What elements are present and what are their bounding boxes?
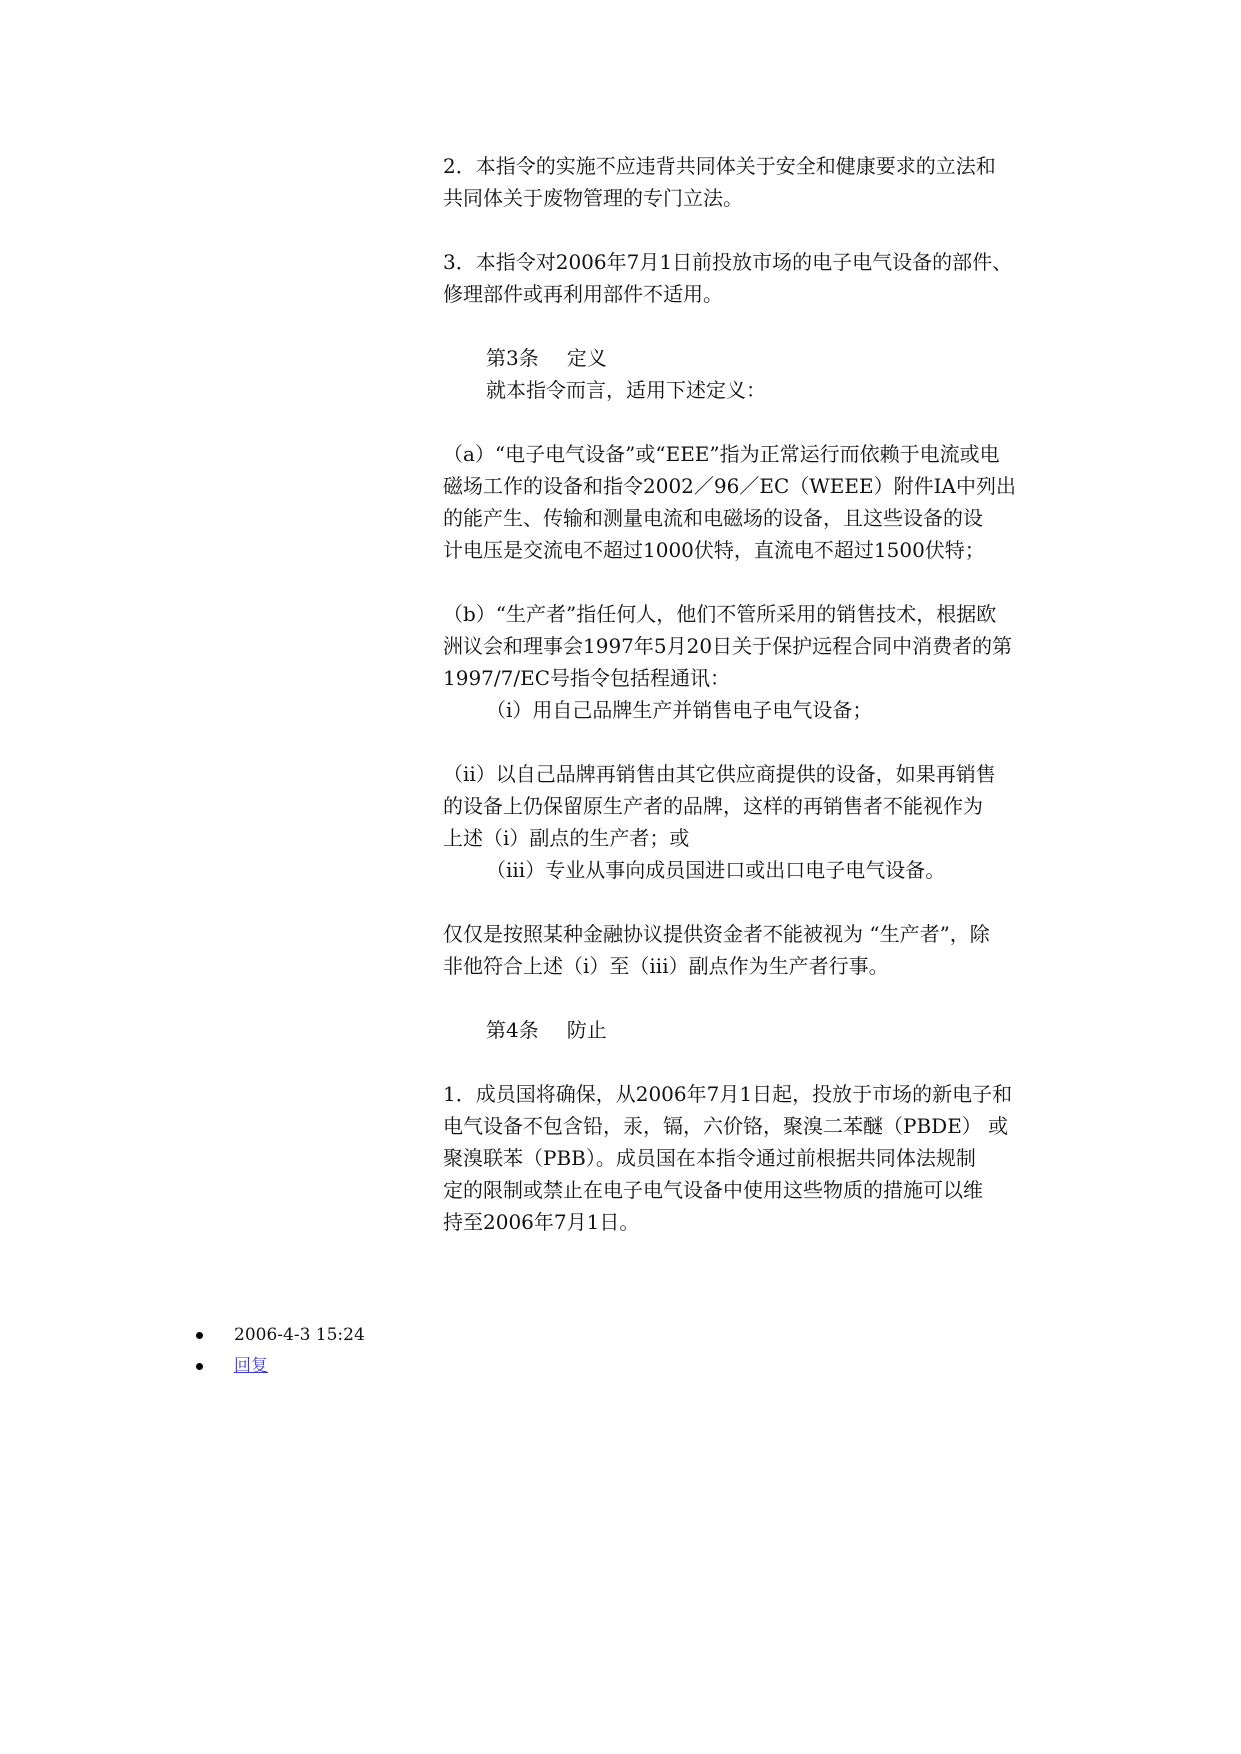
document-body [443,150,1053,1270]
paragraph-2 [443,150,1053,214]
definition-b-ii-iii [443,758,1053,886]
post-meta-list [194,1320,365,1382]
article-number: 第4条 [486,1018,539,1042]
text-line: 上述（i）副点的生产者；或 [443,826,690,850]
paragraph-3 [443,246,1053,310]
text-line: （a）“电子电气设备”或“EEE”指为正常运行而依赖于电流或电 [443,442,1000,466]
text-line: 洲议会和理事会1997年5月20日关于保护远程合同中消费者的第 [443,634,1013,658]
reply-link[interactable]: 回复 [234,1356,268,1376]
text-line: 持至2006年7月1日。 [443,1210,640,1234]
text-line: 修理部件或再利用部件不适用。 [443,282,723,306]
text-line: 1997/7/EC号指令包括程通讯： [443,666,731,690]
prevention-paragraph [443,1078,1053,1238]
text-line: 仅仅是按照某种金融协议提供资金者不能被视为 “生产者”，除 [443,922,990,946]
definition-a [443,438,1053,566]
text-line: 3．本指令对2006年7月1日前投放市场的电子电气设备的部件、 [443,250,1013,274]
timestamp-item [194,1320,365,1351]
text-line: 的设备上仍保留原生产者的品牌，这样的再销售者不能视作为 [443,794,983,818]
text-line: （b）“生产者”指任何人，他们不管所采用的销售技术，根据欧 [443,602,997,626]
article-4-heading [443,1014,1053,1046]
article-3-block [443,342,1053,406]
text-line: 的能产生、传输和测量电流和电磁场的设备，且这些设备的设 [443,506,983,530]
text-line: 聚溴联苯（PBB）。成员国在本指令通过前根据共同体法规制 [443,1146,976,1170]
text-line: 计电压是交流电不超过1000伏特，直流电不超过1500伏特； [443,538,985,562]
definition-b [443,598,1053,726]
article-4-block [443,1014,1053,1046]
article-title: 防止 [566,1018,607,1042]
text-line: （ii）以自己品牌再销售由其它供应商提供的设备，如果再销售 [443,762,996,786]
article-3-intro: 就本指令而言，适用下述定义： [486,378,766,402]
article-3-heading [443,342,1053,374]
finance-paragraph [443,918,1053,982]
reply-item [194,1351,365,1382]
text-line: 非他符合上述（i）至（iii）副点作为生产者行事。 [443,954,889,978]
sub-point-iii: （iii）专业从事向成员国进口或出口电子电气设备。 [486,858,946,882]
text-line: 电气设备不包含铅，汞，镉，六价铬，聚溴二苯醚（PBDE） 或 [443,1114,1009,1138]
article-number: 第3条 [486,346,539,370]
text-line: 2．本指令的实施不应违背共同体关于安全和健康要求的立法和 [443,154,996,178]
text-line: 1．成员国将确保，从2006年7月1日起，投放于市场的新电子和 [443,1082,1013,1106]
post-timestamp: 2006-4-3 15:24 [234,1325,365,1345]
text-line: 磁场工作的设备和指令2002／96／EC（WEEE）附件ⅠA中列出 [443,474,1016,498]
article-title: 定义 [566,346,607,370]
text-line: 共同体关于废物管理的专门立法。 [443,186,743,210]
text-line: 定的限制或禁止在电子电气设备中使用这些物质的措施可以维 [443,1178,983,1202]
sub-point-i: （i）用自己品牌生产并销售电子电气设备； [486,698,873,722]
